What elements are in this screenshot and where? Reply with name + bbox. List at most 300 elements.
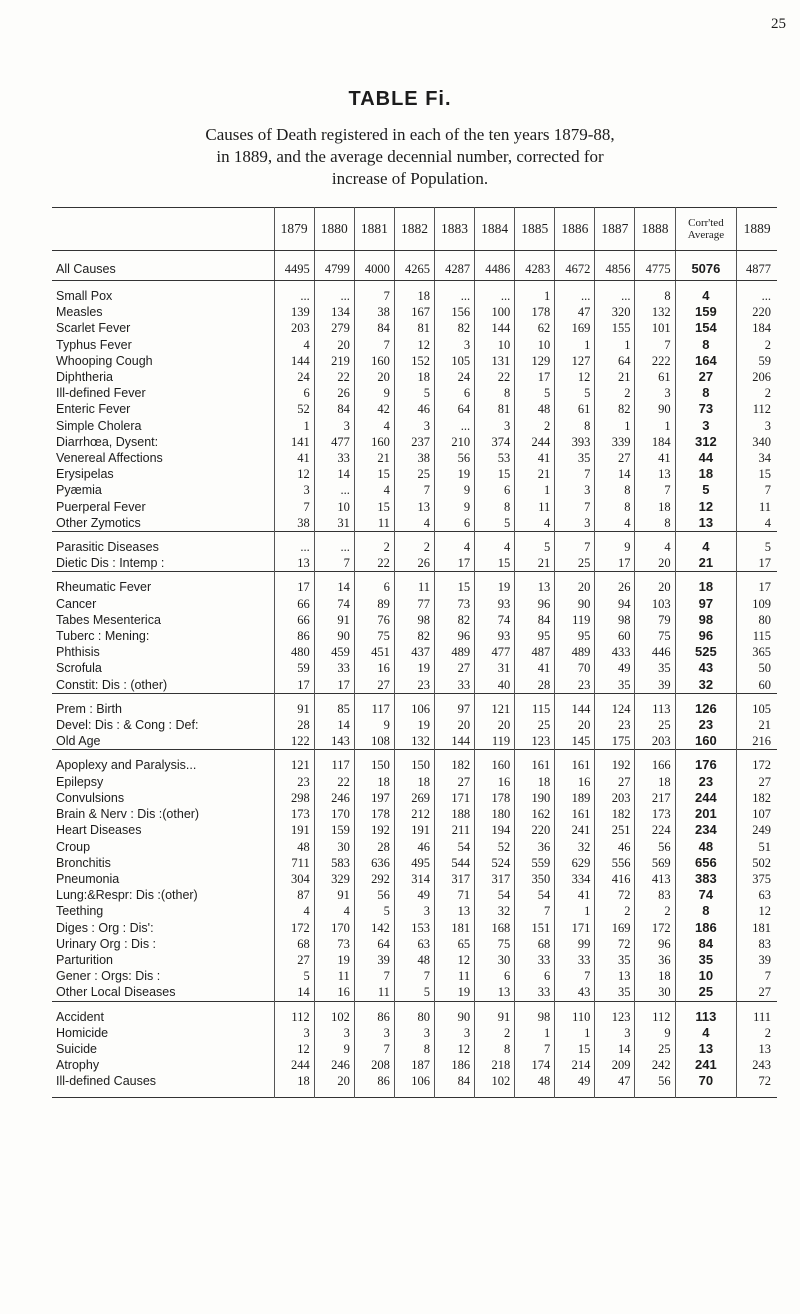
year-value: 144 bbox=[555, 701, 595, 717]
year-value: 13 bbox=[635, 466, 675, 482]
year-value: 38 bbox=[394, 450, 434, 466]
year-value: 48 bbox=[515, 401, 555, 417]
year-value: 31 bbox=[314, 515, 354, 532]
average-value: 74 bbox=[675, 887, 737, 903]
year-value: ... bbox=[475, 288, 515, 304]
year-value: ... bbox=[435, 288, 475, 304]
year-value: 711 bbox=[274, 855, 314, 871]
table-row bbox=[52, 385, 777, 401]
year-value: 48 bbox=[274, 839, 314, 855]
mortality-table bbox=[52, 207, 777, 1098]
year-value: 11 bbox=[515, 499, 555, 515]
year-value: 52 bbox=[475, 839, 515, 855]
year-value: 178 bbox=[354, 806, 394, 822]
year-value: ... bbox=[314, 482, 354, 498]
average-value: 44 bbox=[675, 450, 737, 466]
year-value: 11 bbox=[394, 579, 434, 595]
current-year-value: 172 bbox=[752, 758, 771, 773]
year-value: 2 bbox=[635, 903, 675, 919]
year-value: 26 bbox=[314, 385, 354, 401]
year-value: 279 bbox=[314, 320, 354, 336]
year-value: 35 bbox=[595, 677, 635, 694]
year-value: 191 bbox=[394, 822, 434, 838]
year-value: 96 bbox=[515, 596, 555, 612]
year-value: 7 bbox=[555, 968, 595, 984]
average-value: 164 bbox=[675, 353, 737, 369]
year-value: 416 bbox=[595, 871, 635, 887]
table-row bbox=[52, 1041, 777, 1057]
cause-name: Accident bbox=[56, 1009, 104, 1024]
current-year-value: 21 bbox=[758, 718, 771, 733]
year-value: 48 bbox=[515, 1073, 555, 1089]
year-value: 145 bbox=[555, 733, 595, 750]
cause-name: Dietic Dis : Intemp : bbox=[56, 556, 165, 571]
year-value: 7 bbox=[635, 337, 675, 353]
year-value: 203 bbox=[274, 320, 314, 336]
average-value: 10 bbox=[675, 968, 737, 984]
year-value: 4 bbox=[314, 903, 354, 919]
table-row bbox=[52, 304, 777, 320]
year-value: 117 bbox=[314, 757, 354, 773]
year-value: 197 bbox=[354, 790, 394, 806]
table-row bbox=[52, 434, 777, 450]
current-year-value: 249 bbox=[752, 823, 771, 838]
year-value: 19 bbox=[475, 579, 515, 595]
average-value: 21 bbox=[675, 555, 737, 572]
year-value: 3 bbox=[314, 1025, 354, 1041]
table-row bbox=[52, 952, 777, 968]
year-value: 7 bbox=[354, 288, 394, 304]
year-value: 86 bbox=[354, 1009, 394, 1025]
table-row bbox=[52, 733, 777, 750]
year-value: 304 bbox=[274, 871, 314, 887]
average-value: 113 bbox=[675, 1009, 737, 1025]
current-year-value: 13 bbox=[758, 1041, 771, 1056]
year-value: 7 bbox=[354, 1041, 394, 1057]
year-value: 60 bbox=[595, 628, 635, 644]
average-value: 126 bbox=[675, 701, 737, 717]
current-year-value: 2 bbox=[764, 386, 771, 401]
year-value: 3 bbox=[394, 1025, 434, 1041]
current-year-value: 4 bbox=[764, 515, 771, 530]
table-row bbox=[52, 450, 777, 466]
cause-name: Prem : Birth bbox=[56, 701, 122, 716]
cause-name: Diarrhœa, Dysent: bbox=[56, 434, 159, 449]
year-value: 2 bbox=[595, 903, 635, 919]
cause-name: Rheumatic Fever bbox=[56, 580, 152, 595]
year-value: 19 bbox=[314, 952, 354, 968]
year-value: 93 bbox=[475, 596, 515, 612]
year-value: 171 bbox=[435, 790, 475, 806]
current-year-value: 39 bbox=[758, 952, 771, 967]
average-value: 8 bbox=[675, 903, 737, 919]
table-row bbox=[52, 717, 777, 733]
year-value: 18 bbox=[394, 774, 434, 790]
year-value: 90 bbox=[314, 628, 354, 644]
year-value: 27 bbox=[274, 952, 314, 968]
year-value: 32 bbox=[475, 903, 515, 919]
average-value: 5076 bbox=[675, 258, 737, 281]
year-value: 5 bbox=[475, 515, 515, 532]
table-row bbox=[52, 822, 777, 838]
year-value: 119 bbox=[475, 733, 515, 750]
year-value: 208 bbox=[354, 1057, 394, 1073]
year-value: 23 bbox=[394, 677, 434, 694]
year-value: 35 bbox=[555, 450, 595, 466]
year-value: 18 bbox=[635, 499, 675, 515]
year-value: 3 bbox=[314, 418, 354, 434]
year-value: 3 bbox=[595, 1025, 635, 1041]
year-value: 192 bbox=[354, 822, 394, 838]
year-value: 105 bbox=[435, 353, 475, 369]
average-value: 97 bbox=[675, 596, 737, 612]
year-value: 4 bbox=[595, 515, 635, 532]
year-value: 477 bbox=[314, 434, 354, 450]
average-value: 312 bbox=[675, 434, 737, 450]
year-value: 7 bbox=[274, 499, 314, 515]
year-value: 4 bbox=[274, 337, 314, 353]
year-value: 12 bbox=[555, 369, 595, 385]
year-value: 59 bbox=[274, 660, 314, 676]
year-value: 39 bbox=[354, 952, 394, 968]
year-value: 26 bbox=[595, 579, 635, 595]
cause-name: All Causes bbox=[52, 258, 274, 281]
cause-name: Scarlet Fever bbox=[56, 321, 131, 336]
year-value: 178 bbox=[475, 790, 515, 806]
year-value: 569 bbox=[635, 855, 675, 871]
year-value: 110 bbox=[555, 1009, 595, 1025]
year-value: 191 bbox=[274, 822, 314, 838]
year-value: 3 bbox=[475, 418, 515, 434]
year-value: 16 bbox=[555, 774, 595, 790]
group-separator bbox=[52, 750, 777, 758]
year-value: 46 bbox=[595, 839, 635, 855]
year-value: 1 bbox=[515, 482, 555, 498]
table-row bbox=[52, 579, 777, 595]
year-value: 100 bbox=[475, 304, 515, 320]
year-value: 6 bbox=[475, 968, 515, 984]
average-value: 35 bbox=[675, 952, 737, 968]
year-value: 7 bbox=[515, 1041, 555, 1057]
table-row bbox=[52, 871, 777, 887]
year-value: 46 bbox=[394, 401, 434, 417]
year-value: ... bbox=[595, 288, 635, 304]
year-value: 4283 bbox=[515, 258, 555, 281]
year-value: 119 bbox=[555, 612, 595, 628]
year-value: 451 bbox=[354, 644, 394, 660]
year-value: 18 bbox=[635, 774, 675, 790]
year-value: 583 bbox=[314, 855, 354, 871]
year-value: 2 bbox=[515, 418, 555, 434]
year-value: 161 bbox=[555, 757, 595, 773]
cause-name: Venereal Affections bbox=[56, 451, 163, 466]
current-year-value: 7 bbox=[764, 969, 771, 984]
year-value: 5 bbox=[274, 968, 314, 984]
year-value: 194 bbox=[475, 822, 515, 838]
year-value: 18 bbox=[274, 1073, 314, 1089]
year-value: 41 bbox=[515, 450, 555, 466]
year-value: 24 bbox=[274, 369, 314, 385]
year-value: 374 bbox=[475, 434, 515, 450]
year-value: 143 bbox=[314, 733, 354, 750]
year-value: 102 bbox=[475, 1073, 515, 1089]
year-value: 188 bbox=[435, 806, 475, 822]
year-value: 329 bbox=[314, 871, 354, 887]
year-value: 2 bbox=[475, 1025, 515, 1041]
cause-name: Suicide bbox=[56, 1041, 97, 1056]
year-value: 17 bbox=[274, 677, 314, 694]
year-value: 8 bbox=[475, 499, 515, 515]
year-value: 73 bbox=[314, 936, 354, 952]
cause-name: Small Pox bbox=[56, 289, 113, 303]
current-year-value: 2 bbox=[764, 1025, 771, 1040]
year-value: 190 bbox=[515, 790, 555, 806]
year-value: 4799 bbox=[314, 258, 354, 281]
year-value: 3 bbox=[635, 385, 675, 401]
year-value: 8 bbox=[555, 418, 595, 434]
year-value: 17 bbox=[515, 369, 555, 385]
average-value: 43 bbox=[675, 660, 737, 676]
year-value: 53 bbox=[475, 450, 515, 466]
year-value: 56 bbox=[435, 450, 475, 466]
year-value: 317 bbox=[475, 871, 515, 887]
average-value: 234 bbox=[675, 822, 737, 838]
average-value: 4 bbox=[675, 1025, 737, 1041]
cause-name: Phthisis bbox=[56, 645, 100, 660]
year-value: 41 bbox=[274, 450, 314, 466]
year-value: 189 bbox=[555, 790, 595, 806]
year-value: 269 bbox=[394, 790, 434, 806]
year-value: 4 bbox=[475, 539, 515, 555]
year-value: 30 bbox=[314, 839, 354, 855]
year-value: 1 bbox=[274, 418, 314, 434]
year-value: 241 bbox=[555, 822, 595, 838]
year-value: 95 bbox=[555, 628, 595, 644]
year-value: 33 bbox=[515, 984, 555, 1001]
year-value: 21 bbox=[515, 466, 555, 482]
year-value: 10 bbox=[314, 499, 354, 515]
year-value: 82 bbox=[435, 320, 475, 336]
table-row bbox=[52, 984, 777, 1001]
year-value: 292 bbox=[354, 871, 394, 887]
year-value: 6 bbox=[435, 385, 475, 401]
year-value: 161 bbox=[555, 806, 595, 822]
year-value: 298 bbox=[274, 790, 314, 806]
year-value: 144 bbox=[435, 733, 475, 750]
average-value: 656 bbox=[675, 855, 737, 871]
table-row bbox=[52, 337, 777, 353]
year-value: 8 bbox=[475, 385, 515, 401]
year-value: 28 bbox=[515, 677, 555, 694]
year-value: 166 bbox=[635, 757, 675, 773]
year-value: 9 bbox=[435, 482, 475, 498]
group-separator bbox=[52, 251, 777, 259]
current-year-value: 109 bbox=[752, 596, 771, 611]
year-value: 1 bbox=[595, 418, 635, 434]
year-value: 3 bbox=[274, 482, 314, 498]
cause-header bbox=[52, 208, 274, 251]
current-year-value: 107 bbox=[752, 807, 771, 822]
year-value: 17 bbox=[435, 555, 475, 572]
year-value: 3 bbox=[394, 903, 434, 919]
cause-name: Parasitic Diseases bbox=[56, 540, 159, 555]
year-value: 524 bbox=[475, 855, 515, 871]
year-value: 80 bbox=[394, 1009, 434, 1025]
current-year-value: 182 bbox=[752, 790, 771, 805]
year-value: 172 bbox=[274, 920, 314, 936]
year-value: 86 bbox=[354, 1073, 394, 1089]
year-value: 36 bbox=[515, 839, 555, 855]
year-value: 3 bbox=[435, 1025, 475, 1041]
group-separator bbox=[52, 1090, 777, 1098]
year-value: 56 bbox=[354, 887, 394, 903]
year-value: 144 bbox=[475, 320, 515, 336]
year-value: 98 bbox=[515, 1009, 555, 1025]
year-value: 446 bbox=[635, 644, 675, 660]
year-value: 35 bbox=[595, 984, 635, 1001]
year-value: 544 bbox=[435, 855, 475, 871]
table-row bbox=[52, 644, 777, 660]
table-row bbox=[52, 790, 777, 806]
year-value: 1 bbox=[555, 337, 595, 353]
average-value: 3 bbox=[675, 418, 737, 434]
year-value: 156 bbox=[435, 304, 475, 320]
year-value: 33 bbox=[314, 660, 354, 676]
average-value: 8 bbox=[675, 385, 737, 401]
year-value: 242 bbox=[635, 1057, 675, 1073]
year-value: 495 bbox=[394, 855, 434, 871]
year-value: 85 bbox=[314, 701, 354, 717]
year-value: 7 bbox=[394, 968, 434, 984]
average-value: 96 bbox=[675, 628, 737, 644]
current-year-value: 27 bbox=[758, 985, 771, 1000]
year-value: 47 bbox=[555, 304, 595, 320]
year-value: 3 bbox=[394, 418, 434, 434]
table-row bbox=[52, 774, 777, 790]
cause-name: Bronchitis bbox=[56, 855, 111, 870]
year-value: 433 bbox=[595, 644, 635, 660]
year-value: 38 bbox=[274, 515, 314, 532]
year-value: 20 bbox=[354, 369, 394, 385]
year-value: 18 bbox=[635, 968, 675, 984]
year-value: 3 bbox=[435, 337, 475, 353]
year-value: 132 bbox=[394, 733, 434, 750]
table-row bbox=[52, 855, 777, 871]
current-year-value: 115 bbox=[752, 629, 771, 644]
current-year-value: 12 bbox=[758, 904, 771, 919]
average-value: 241 bbox=[675, 1057, 737, 1073]
year-value: 413 bbox=[635, 871, 675, 887]
year-value: 56 bbox=[635, 1073, 675, 1089]
year-value: 160 bbox=[475, 757, 515, 773]
year-value: 101 bbox=[635, 320, 675, 336]
year-value: 39 bbox=[635, 677, 675, 694]
average-value: 159 bbox=[675, 304, 737, 320]
year-value: 141 bbox=[274, 434, 314, 450]
cause-name: Brain & Nerv : Dis :(other) bbox=[56, 807, 200, 822]
cause-name: Teething bbox=[56, 904, 104, 919]
year-value: 20 bbox=[314, 1073, 354, 1089]
year-value: 49 bbox=[595, 660, 635, 676]
current-year-value: 375 bbox=[752, 871, 771, 886]
year-value: 64 bbox=[354, 936, 394, 952]
year-value: 184 bbox=[635, 434, 675, 450]
current-year-value: 2 bbox=[764, 337, 771, 352]
year-value: 211 bbox=[435, 822, 475, 838]
cause-name: Ill-defined Fever bbox=[56, 386, 146, 401]
year-value: 48 bbox=[394, 952, 434, 968]
year-value: ... bbox=[274, 539, 314, 555]
current-year-value: 243 bbox=[752, 1058, 771, 1073]
year-value: 339 bbox=[595, 434, 635, 450]
year-value: 15 bbox=[435, 579, 475, 595]
table-row bbox=[52, 288, 777, 304]
year-value: 4495 bbox=[274, 258, 314, 281]
year-value: 559 bbox=[515, 855, 555, 871]
year-value: 1 bbox=[515, 288, 555, 304]
table-row bbox=[52, 369, 777, 385]
year-value: 6 bbox=[515, 968, 555, 984]
year-value: 139 bbox=[274, 304, 314, 320]
year-value: 4287 bbox=[435, 258, 475, 281]
year-header: 1886 bbox=[555, 208, 595, 251]
year-value: 74 bbox=[314, 596, 354, 612]
year-value: 153 bbox=[394, 920, 434, 936]
year-value: 115 bbox=[515, 701, 555, 717]
year-value: 54 bbox=[435, 839, 475, 855]
year-value: 6 bbox=[435, 515, 475, 532]
year-value: 19 bbox=[394, 717, 434, 733]
year-value: 63 bbox=[394, 936, 434, 952]
year-value: 4 bbox=[515, 515, 555, 532]
year-value: 168 bbox=[475, 920, 515, 936]
table-row bbox=[52, 499, 777, 515]
year-value: 18 bbox=[354, 774, 394, 790]
year-value: 636 bbox=[354, 855, 394, 871]
cause-name: Diges : Org : Dis': bbox=[56, 920, 154, 935]
year-value: 459 bbox=[314, 644, 354, 660]
year-value: 15 bbox=[354, 499, 394, 515]
year-value: 28 bbox=[354, 839, 394, 855]
year-value: 7 bbox=[555, 466, 595, 482]
table-body bbox=[52, 251, 777, 1098]
year-value: 2 bbox=[354, 539, 394, 555]
cause-name: Tuberc : Mening: bbox=[56, 629, 150, 644]
year-value: 21 bbox=[515, 555, 555, 572]
year-value: 350 bbox=[515, 871, 555, 887]
cause-name: Other Zymotics bbox=[56, 515, 141, 530]
average-value: 23 bbox=[675, 717, 737, 733]
year-value: 25 bbox=[635, 1041, 675, 1057]
year-value: 33 bbox=[435, 677, 475, 694]
year-value: 3 bbox=[354, 1025, 394, 1041]
year-header: 1880 bbox=[314, 208, 354, 251]
year-value: 25 bbox=[635, 717, 675, 733]
cause-name: Typhus Fever bbox=[56, 337, 132, 352]
year-value: 5 bbox=[354, 903, 394, 919]
year-value: 19 bbox=[435, 466, 475, 482]
year-value: 7 bbox=[394, 482, 434, 498]
header-row bbox=[52, 208, 777, 251]
cause-name: Erysipelas bbox=[56, 467, 114, 482]
year-value: 3 bbox=[555, 515, 595, 532]
table-caption bbox=[40, 124, 780, 190]
year-value: 4265 bbox=[394, 258, 434, 281]
year-value: 4856 bbox=[595, 258, 635, 281]
year-value: 106 bbox=[394, 701, 434, 717]
year-value: 97 bbox=[435, 701, 475, 717]
year-value: 172 bbox=[635, 920, 675, 936]
